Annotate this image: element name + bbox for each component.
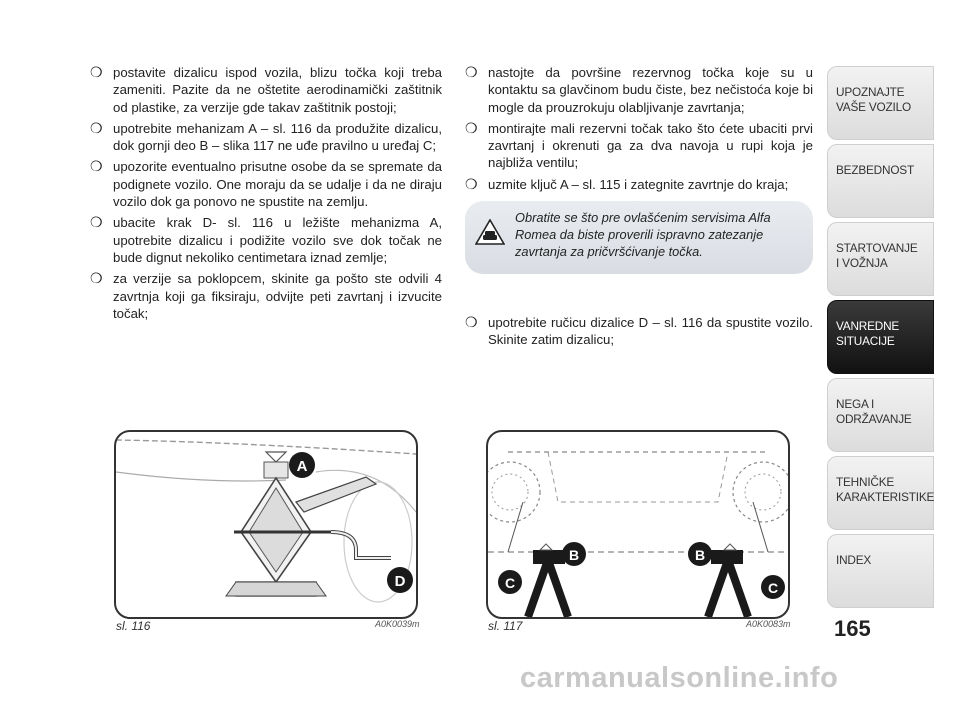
label-c-right: C [767, 580, 779, 596]
bullet-icon: ❍ [465, 175, 478, 192]
instruction-item: ❍ upozorite eventualno prisutne osobe da se spremate da podignete vozilo. One moraju da se udalje i da ne diraju vozilo dok ga ponovo ne spustite na zemlju. [90, 158, 442, 210]
figure-jack-mechanism [114, 430, 418, 619]
instruction-item: ❍ montirajte mali rezervni točak tako što ćete ubaciti prvi zavrtanj i okrenuti ga za dva navoja u rupi koja je najbliža ventilu; [465, 119, 813, 171]
instruction-item: ❍ uzmite ključ A – sl. 115 i zategnite zavrtnje do kraja; [465, 175, 789, 192]
label-a: A [296, 458, 308, 475]
figure-jack-points [486, 430, 790, 619]
jack-illustration [116, 432, 416, 617]
bullet-icon: ❍ [90, 270, 103, 287]
figure-code: A0K0083m [746, 619, 791, 629]
instruction-item: ❍ ubacite krak D- sl. 116 u ležište mehanizma A, upotrebite dizalicu i podižite vozilo sve dok točak ne bude dignut nekoliko centimetara iznad zemlje; [90, 214, 442, 265]
bullet-icon: ❍ [465, 119, 478, 136]
page-number: 165 [834, 616, 871, 641]
tab-index[interactable]: INDEX [827, 534, 934, 608]
bullet-icon: ❍ [90, 158, 103, 175]
instruction-item: ❍ nastojte da površine rezervnog točka koje su u kontaktu sa glavčinom budu čiste, bez nečistoća koje bi mogle da prouzrokuju olabljivanje zavrtanja; [465, 64, 813, 115]
tab-bezbednost[interactable]: BEZBEDNOST [827, 144, 934, 218]
instruction-item: ❍ upotrebite ručicu dizalice D – sl. 116 da spustite vozilo. Skinite zatim dizalicu; [465, 314, 813, 348]
bullet-icon: ❍ [90, 64, 103, 80]
label-d: D [394, 573, 406, 590]
right-column [465, 64, 813, 353]
figure-caption: sl. 116 [116, 619, 151, 633]
warning-notice [465, 201, 813, 274]
notice-text: Obratite se što pre ovlašćenim servisima Alfa Romea da biste proverili ispravno zatezanje zavrtanja za pričvršćivanje točka. [515, 210, 771, 260]
instruction-item: ❍ upotrebite mehanizam A – sl. 116 da produžite dizalicu, dok gornji deo B – slika 117 ne uđe pravilno u uređaj C; [90, 119, 442, 154]
tab-upoznajte[interactable]: UPOZNAJTE VAŠE VOZILO [827, 66, 934, 140]
tab-vanredne-situacije[interactable]: VANREDNE SITUACIJE [827, 300, 934, 374]
warning-icon [475, 219, 505, 245]
instruction-item: ❍ postavite dizalicu ispod vozila, blizu točka koji treba zameniti. Pazite da ne oštetite aerodinamički zaštitnik od plastike, za verzije gde takav zaštitnik postoji; [90, 64, 442, 115]
label-b-left: B [568, 547, 580, 563]
label-c-left: C [504, 575, 516, 591]
bullet-icon: ❍ [465, 64, 478, 80]
label-b-right: B [694, 547, 706, 563]
tab-nega[interactable]: NEGA I ODRŽAVANJE [827, 378, 934, 452]
section-tabs [827, 66, 934, 612]
bullet-icon: ❍ [465, 314, 478, 331]
bullet-icon: ❍ [90, 214, 103, 231]
instruction-item: ❍ za verzije sa poklopcem, skinite ga pošto ste odvili 4 zavrtnja koji ga fiksiraju, odvijte peti zavrtanj i izvucite točak; [90, 270, 442, 321]
bullet-icon: ❍ [90, 119, 103, 136]
jack-points-illustration [488, 432, 788, 617]
watermark: carmanualsonline.info [520, 662, 839, 694]
figure-caption: sl. 117 [488, 619, 523, 633]
tab-tehnicke[interactable]: TEHNIČKE KARAKTERISTIKE [827, 456, 934, 530]
left-column [90, 64, 442, 326]
tab-startovanje[interactable]: STARTOVANJE I VOŽNJA [827, 222, 934, 296]
figure-code: A0K0039m [375, 619, 420, 629]
